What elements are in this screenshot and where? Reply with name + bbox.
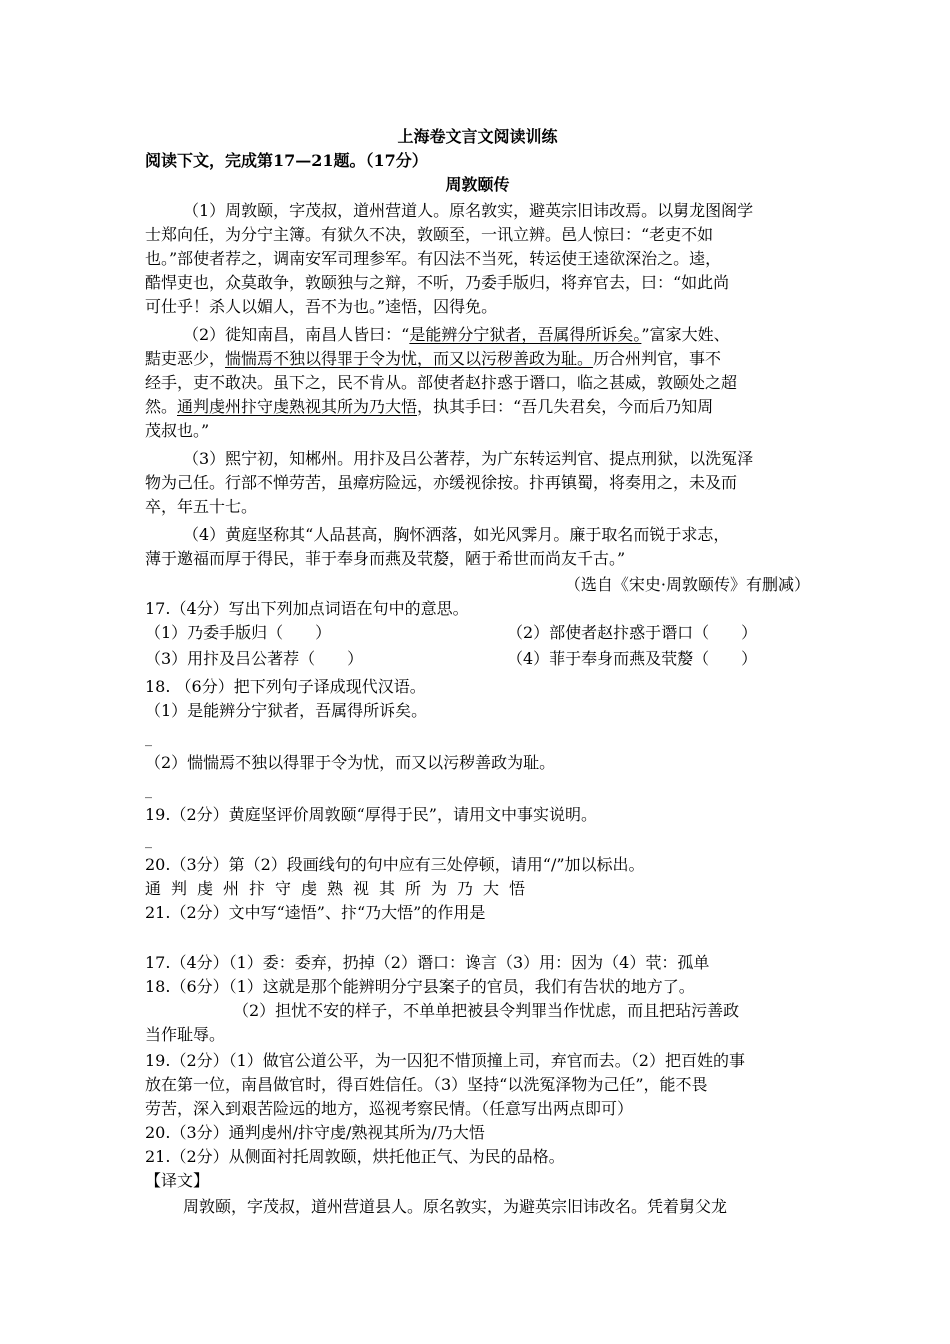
answer-blank: _	[145, 731, 152, 747]
p1-line5: 可仕乎！杀人以媚人，吾不为也。”逵悟，囚得免。	[145, 297, 498, 316]
q17-item-1: （1）乃委手版归（ ）	[145, 623, 332, 642]
answer-18-1: 18.（6分）（1）这就是那个能辨明分宁县案子的官员，我们有告状的地方了。	[145, 977, 695, 996]
instruction: 阅读下文，完成第17—21题。（17分）	[145, 151, 428, 170]
q18: 18. （6分）把下列句子译成现代汉语。	[145, 677, 426, 696]
p4-line2: 薄于邀福而厚于得民，菲于奉身而燕及茕嫠，陋于希世而尚友千古。”	[145, 549, 626, 568]
q17: 17.（4分）写出下列加点词语在句中的意思。	[145, 599, 469, 618]
p1-line1: （1）周敦颐，字茂叔，道州营道人。原名敦实，避英宗旧讳改焉。以舅龙图阁学	[183, 201, 754, 220]
answer-blank: _	[145, 833, 152, 849]
underlined-sentence-2: 惴惴焉不独以得罪于令为忧，而又以污秽善政为耻。	[225, 349, 594, 368]
underlined-sentence-3: 通判虔州抃守虔熟视其所为乃大悟	[177, 397, 418, 416]
p2-line4	[145, 396, 713, 418]
q17-item-3: （3）用抃及吕公著荐（ ）	[145, 649, 364, 668]
p3-line3: 卒，年五十七。	[145, 497, 258, 516]
answer-19-line2: 放在第一位，南昌做官时，得百姓信任。（3）坚持“以洗冤泽物为己任”，能不畏	[145, 1075, 708, 1094]
translation-line1: 周敦颐，字茂叔，道州营道县人。原名敦实，为避英宗旧讳改名。凭着舅父龙	[183, 1197, 728, 1216]
q18-part-2: （2）惴惴焉不独以得罪于令为忧，而又以污秽善政为耻。	[145, 753, 556, 772]
p3-line1: （3）熙宁初，知郴州。用抃及吕公著荐，为广东转运判官、提点刑狱，以洗冤泽	[183, 449, 754, 468]
passage-title: 周敦颐传	[445, 175, 510, 194]
p2-line2	[145, 348, 721, 370]
underlined-sentence-1: 是能辨分宁狱者，吾属得所诉矣。	[409, 325, 642, 344]
answer-20: 20.（3分）通判虔州/抃守虔/熟视其所为/乃大悟	[145, 1123, 485, 1142]
answer-19-line1: 19.（2分）（1）做官公道公平，为一囚犯不惜顶撞上司，弃官而去。（2）把百姓的事	[145, 1051, 745, 1070]
p1-line2: 士郑向任，为分宁主簿。有狱久不决，敦颐至，一讯立辨。邑人惊曰：“老吏不如	[145, 225, 714, 244]
p2-line3: 经手，吏不敢决。虽下之，民不肯从。部使者赵抃惑于谮口，临之甚威，敦颐处之超	[145, 373, 738, 392]
q18-part-1: （1）是能辨分宁狱者，吾属得所诉矣。	[145, 701, 428, 720]
p2-line2-post: 历合州判官，事不	[593, 349, 722, 368]
p2-line4-pre: 然。	[145, 397, 178, 416]
p2-line1-post: ”富家大姓、	[641, 325, 730, 344]
p4-line1: （4）黄庭坚称其“人品甚高，胸怀洒落，如光风霁月。廉于取名而锐于求志，	[183, 525, 730, 544]
translation-heading: 【译文】	[145, 1171, 210, 1190]
answer-18-2-cont: 当作耻辱。	[145, 1025, 226, 1044]
q21: 21.（2分）文中写“逵悟”、抃“乃大悟”的作用是	[145, 903, 486, 922]
q20: 20.（3分）第（2）段画线句的句中应有三处停顿，请用“/”加以标出。	[145, 855, 645, 874]
answer-17: 17.（4分）（1）委：委弃，扔掉（2）谮口：谗言（3）用：因为（4）茕：孤单	[145, 953, 710, 972]
q17-item-4: （4）菲于奉身而燕及茕嫠（ ）	[507, 649, 758, 668]
answer-21: 21.（2分）从侧面衬托周敦颐，烘托他正气、为民的品格。	[145, 1147, 565, 1166]
answer-18-2: （2）担忧不安的样子，不单单把被县令判罪当作忧虑，而且把玷污善政	[233, 1001, 740, 1020]
p2-line1-pre: （2）徙知南昌，南昌人皆曰：“	[183, 325, 410, 344]
q17-item-2: （2）部使者赵抃惑于谮口（ ）	[507, 623, 758, 642]
doc-title: 上海卷文言文阅读训练	[397, 127, 558, 146]
source-citation: （选自《宋史·周敦颐传》有删减）	[564, 575, 810, 594]
answer-19-line3: 劳苦，深入到艰苦险远的地方，巡视考察民情。（任意写出两点即可）	[145, 1099, 634, 1118]
p1-line3: 也。”部使者荐之，调南安军司理参军。有囚法不当死，转运使王逵欲深治之。逵，	[145, 249, 722, 268]
p2-line5: 茂叔也。”	[145, 421, 210, 440]
p2-line1	[183, 324, 730, 346]
answer-blank: _	[145, 783, 152, 799]
p2-line4-post: ，执其手曰：“吾几失君矣，今而后乃知周	[417, 397, 714, 416]
p2-line2-pre: 黠吏恶少，	[145, 349, 226, 368]
q20-text: 通判虔州抃守虔熟视其所为乃大悟	[145, 879, 536, 898]
p1-line4: 酷悍吏也，众莫敢争，敦颐独与之辩，不听，乃委手版归，将弃官去，曰：“如此尚	[145, 273, 730, 292]
p3-line2: 物为己任。行部不惮劳苦，虽瘴疠险远，亦缓视徐按。抃再镇蜀，将奏用之，未及而	[145, 473, 738, 492]
q19: 19.（2分）黄庭坚评价周敦颐“厚得于民”，请用文中事实说明。	[145, 805, 597, 824]
